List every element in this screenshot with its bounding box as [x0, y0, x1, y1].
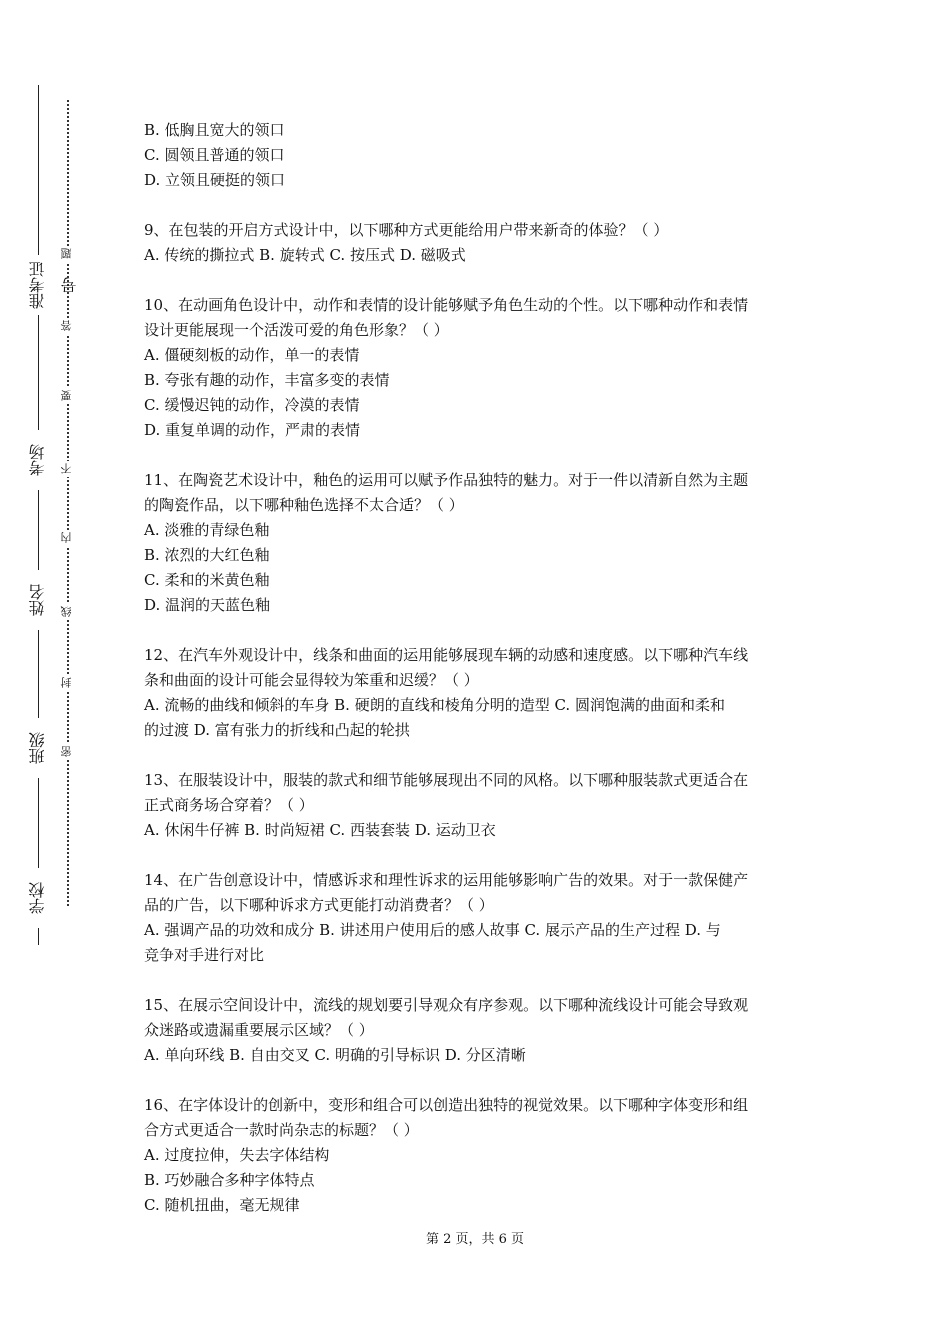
field-label-class: 班级 — [22, 718, 54, 778]
question-stem-line: 的陶瓷作品，以下哪种釉色选择不太合适？（ ） — [144, 496, 464, 514]
answer-option: A. 休闲牛仔裤 B. 时尚短裙 C. 西装套装 D. 运动卫衣 — [144, 821, 496, 839]
question-list — [144, 118, 816, 1218]
answer-option: A. 僵硬刻板的动作，单一的表情 — [144, 346, 360, 364]
question-stem-line: 15、在展示空间设计中，流线的规划要引导观众有序参观。以下哪种流线设计可能会导致观 — [144, 996, 749, 1014]
answer-option: A. 强调产品的功效和成分 B. 讲述用户使用后的感人故事 C. 展示产品的生产过程 D. 与 — [144, 921, 721, 939]
answer-option: A. 单向环线 B. 自由交叉 C. 明确的引导标识 D. 分区清晰 — [144, 1046, 526, 1064]
question-block — [144, 468, 816, 618]
answer-option: C. 圆领且普通的领口 — [144, 146, 285, 164]
answer-option: D. 重复单调的动作，严肃的表情 — [144, 421, 361, 439]
field-label-school: 学校 — [22, 868, 54, 928]
question-block — [144, 1093, 816, 1218]
question-stem-line: 品的广告，以下哪种诉求方式更能打动消费者？（ ） — [144, 896, 494, 914]
question-stem-line: 设计更能展现一个活泼可爱的角色形象？（ ） — [144, 321, 449, 339]
answer-option: B. 夸张有趣的动作，丰富多变的表情 — [144, 371, 390, 389]
answer-option: 的过渡 D. 富有张力的折线和凸起的轮拱 — [144, 721, 410, 739]
answer-option: D. 温润的天蓝色釉 — [144, 596, 271, 614]
question-stem-line: 10、在动画角色设计中，动作和表情的设计能够赋予角色生动的个性。以下哪种动作和表情 — [144, 296, 749, 314]
answer-option: C. 柔和的米黄色釉 — [144, 571, 270, 589]
question-block — [144, 768, 816, 843]
answer-option: C. 缓慢迟钝的动作，冷漠的表情 — [144, 396, 360, 414]
seal-char: 内 — [59, 530, 75, 546]
seal-char: 密 — [59, 744, 75, 760]
question-stem-line: 合方式更适合一款时尚杂志的标题？（ ） — [144, 1121, 419, 1139]
page-number: 第 2 页，共 6 页 — [425, 1232, 525, 1247]
seal-char: 封 — [59, 675, 75, 691]
seal-char: 答 — [59, 318, 75, 334]
answer-option: B. 低胸且宽大的领口 — [144, 121, 285, 139]
question-stem-line: 9、在包装的开启方式设计中，以下哪种方式更能给用户带来新奇的体验？（ ） — [144, 221, 669, 239]
binding-dotted-line — [67, 100, 69, 906]
question-block — [144, 218, 816, 268]
seal-char: 线 — [59, 604, 75, 620]
seal-char: 不 — [59, 461, 75, 477]
answer-option: 竞争对手进行对比 — [144, 946, 265, 964]
question-stem-line: 13、在服装设计中，服装的款式和细节能够展现出不同的风格。以下哪种服装款式更适合在 — [144, 771, 749, 789]
answer-option: B. 浓烈的大红色釉 — [144, 546, 270, 564]
question-block — [144, 118, 816, 193]
answer-option: A. 淡雅的青绿色釉 — [144, 521, 270, 539]
question-stem-line: 11、在陶瓷艺术设计中，釉色的运用可以赋予作品独特的魅力。对于一件以清新自然为主题 — [144, 471, 749, 489]
field-label-exam-room: 考场 — [22, 430, 54, 490]
answer-option: B. 巧妙融合多种字体特点 — [144, 1171, 315, 1189]
answer-option: A. 流畅的曲线和倾斜的车身 B. 硬朗的直线和棱角分明的造型 C. 圆润饱满的曲面和柔和 — [144, 696, 725, 714]
question-stem-line: 众迷路或遗漏重要展示区域？（ ） — [144, 1021, 374, 1039]
answer-option: C. 随机扭曲，毫无规律 — [144, 1196, 300, 1214]
answer-option: A. 传统的撕拉式 B. 旋转式 C. 按压式 D. 磁吸式 — [144, 246, 466, 264]
question-block — [144, 643, 816, 743]
field-label-exam-number: 准考证号 — [22, 255, 54, 315]
field-label-name: 姓名 — [22, 570, 54, 630]
answer-option: A. 过度拉伸，失去字体结构 — [144, 1146, 330, 1164]
answer-option: D. 立领且硬挺的领口 — [144, 171, 286, 189]
seal-char: 题 — [59, 246, 75, 262]
question-stem-line: 正式商务场合穿着？（ ） — [144, 796, 314, 814]
question-stem-line: 条和曲面的设计可能会显得较为笨重和迟缓？（ ） — [144, 671, 479, 689]
question-stem-line: 16、在字体设计的创新中，变形和组合可以创造出独特的视觉效果。以下哪种字体变形和组 — [144, 1096, 749, 1114]
question-stem-line: 12、在汽车外观设计中，线条和曲面的运用能够展现车辆的动感和速度感。以下哪种汽车线 — [144, 646, 749, 664]
question-block — [144, 293, 816, 443]
question-stem-line: 14、在广告创意设计中，情感诉求和理性诉求的运用能够影响广告的效果。对于一款保健产 — [144, 871, 749, 889]
binding-solid-line — [38, 85, 39, 945]
seal-char: 要 — [59, 388, 75, 404]
question-block — [144, 868, 816, 968]
question-block — [144, 993, 816, 1068]
